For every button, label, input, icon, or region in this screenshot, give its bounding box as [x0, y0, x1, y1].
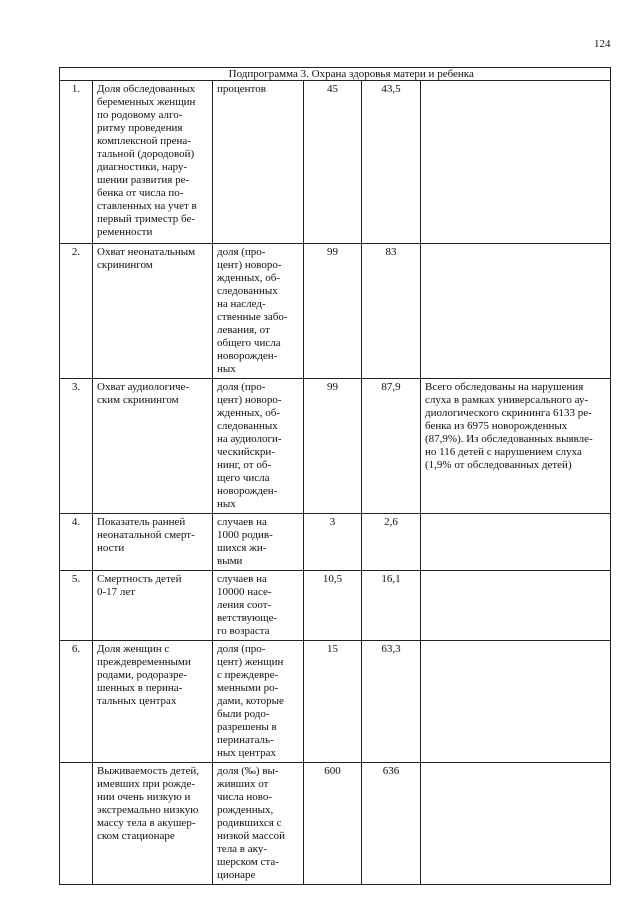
header-spacer-cell — [60, 68, 93, 81]
indicators-table — [59, 67, 611, 885]
note-text: Всего обследованы на нарушения слуха в рамках универсального ау- диологического скрининга 6133 ре- бенка из 6975 новорожденных (87,9%). Из обследованных выявле- но 116 детей с нарушением слуха (1,9% от обследованных детей) — [421, 379, 611, 514]
row-number: 3. — [60, 379, 93, 514]
subprogram-title: Подпрограмма 3. Охрана здоровья матери и ребенка — [93, 68, 611, 81]
actual-value: 83 — [362, 244, 421, 379]
row-number: 5. — [60, 571, 93, 641]
table-row — [60, 379, 611, 514]
indicator-name: Выживаемость детей, имевших при рожде- нии очень низкую и экстремально низкую массу тела в акушер- ском стационаре — [93, 763, 213, 885]
subprogram-header-row — [60, 68, 611, 81]
unit-of-measure: случаев на 10000 насе- ления соот- ветствующе- го возраста — [213, 571, 304, 641]
actual-value: 2,6 — [362, 514, 421, 571]
note-text — [421, 514, 611, 571]
unit-of-measure: доля (про- цент) новоро- жденных, об- следованных на аудиологи- ческийскри- нинг, от об- щего числа новорожден- ных — [213, 379, 304, 514]
row-number: 2. — [60, 244, 93, 379]
unit-of-measure: доля (‰) вы- живших от числа ново- рожденных, родившихся с низкой массой тела в аку- шерском ста- ционаре — [213, 763, 304, 885]
actual-value: 16,1 — [362, 571, 421, 641]
note-text — [421, 763, 611, 885]
row-number: 6. — [60, 641, 93, 763]
table-row — [60, 81, 611, 244]
planned-value: 600 — [304, 763, 362, 885]
indicator-name: Доля обследованных беременных женщин по родовому алго- ритму проведения комплексной прена- тальной (дородовой) диагностики, нару- шении развития ре- бенка от числа по- ставленных на учет в первый триместр бе- ременности — [93, 81, 213, 244]
unit-of-measure: доля (про- цент) женщин с преждевре- менными ро- дами, которые были родо- разрешены в перинаталь- ных центрах — [213, 641, 304, 763]
actual-value: 87,9 — [362, 379, 421, 514]
unit-of-measure: процентов — [213, 81, 304, 244]
page-number: 124 — [594, 38, 611, 50]
table-row — [60, 571, 611, 641]
table-row — [60, 641, 611, 763]
note-text — [421, 244, 611, 379]
planned-value: 99 — [304, 379, 362, 514]
indicator-name: Охват аудиологиче- ским скринингом — [93, 379, 213, 514]
indicator-name: Доля женщин с преждевременными родами, родоразре- шенных в перина- тальных центрах — [93, 641, 213, 763]
note-text — [421, 641, 611, 763]
planned-value: 15 — [304, 641, 362, 763]
row-number — [60, 763, 93, 885]
row-number: 4. — [60, 514, 93, 571]
indicator-name: Смертность детей 0-17 лет — [93, 571, 213, 641]
note-text — [421, 571, 611, 641]
indicator-name: Охват неонатальным скринингом — [93, 244, 213, 379]
planned-value: 99 — [304, 244, 362, 379]
table-row — [60, 244, 611, 379]
table-row — [60, 763, 611, 885]
planned-value: 3 — [304, 514, 362, 571]
note-text — [421, 81, 611, 244]
actual-value: 43,5 — [362, 81, 421, 244]
indicator-name: Показатель ранней неонатальной смерт- ности — [93, 514, 213, 571]
unit-of-measure: доля (про- цент) новоро- жденных, об- следованных на наслед- ственные забо- левания, от общего числа новорожден- ных — [213, 244, 304, 379]
planned-value: 10,5 — [304, 571, 362, 641]
planned-value: 45 — [304, 81, 362, 244]
actual-value: 63,3 — [362, 641, 421, 763]
row-number: 1. — [60, 81, 93, 244]
unit-of-measure: случаев на 1000 родив- шихся жи- выми — [213, 514, 304, 571]
actual-value: 636 — [362, 763, 421, 885]
table-row — [60, 514, 611, 571]
